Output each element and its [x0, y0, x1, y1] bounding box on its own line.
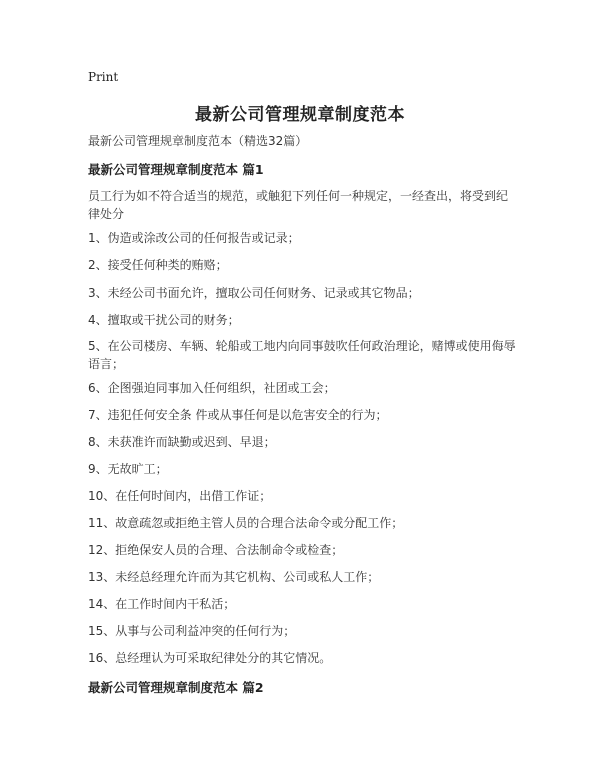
list-item: 4、擅取或干扰公司的财务； [88, 313, 240, 327]
list-item: 2、接受任何种类的贿赂； [88, 258, 228, 272]
list-item: 8、未获准许而缺勤或迟到、早退； [88, 435, 276, 449]
list-item: 14、在工作时间内干私活； [88, 597, 236, 611]
list-item: 6、企图强迫同事加入任何组织，社团或工会； [88, 381, 336, 395]
list-item: 1、伪造或涂改公司的任何报告或记录； [88, 231, 300, 245]
section-1-intro: 员工行为如不符合适当的规范，或触犯下列任何一种规定，一经查出，将受到纪律处分 [88, 189, 509, 221]
print-label[interactable]: Print [88, 70, 119, 84]
list-item: 10、在任何时间内，出借工作证； [88, 489, 272, 503]
list-item: 7、违犯任何安全条 件或从事任何是以危害安全的行为； [88, 408, 388, 422]
list-item: 13、未经总经理允许而为其它机构、公司或私人工作； [88, 570, 380, 584]
document-subtitle: 最新公司管理规章制度范本（精选32篇） [88, 134, 308, 148]
document-title: 最新公司管理规章制度范本 [195, 105, 405, 125]
list-item: 5、在公司楼房、车辆、轮船或工地内向同事鼓吹任何政治理论，赌博或使用侮辱语言； [88, 339, 516, 371]
list-item: 16、总经理认为可采取纪律处分的其它情况。 [88, 651, 332, 665]
list-item: 11、故意疏忽或拒绝主管人员的合理合法命令或分配工作； [88, 516, 404, 530]
list-item: 12、拒绝保安人员的合理、合法制命令或检查； [88, 543, 344, 557]
section-1-heading: 最新公司管理规章制度范本 篇1 [88, 162, 264, 177]
section-2-heading: 最新公司管理规章制度范本 篇2 [88, 680, 264, 695]
list-item: 9、无故旷工； [88, 462, 168, 476]
list-item: 3、未经公司书面允许，擅取公司任何财务、记录或其它物品； [88, 286, 420, 300]
list-item: 15、从事与公司利益冲突的任何行为； [88, 624, 296, 638]
